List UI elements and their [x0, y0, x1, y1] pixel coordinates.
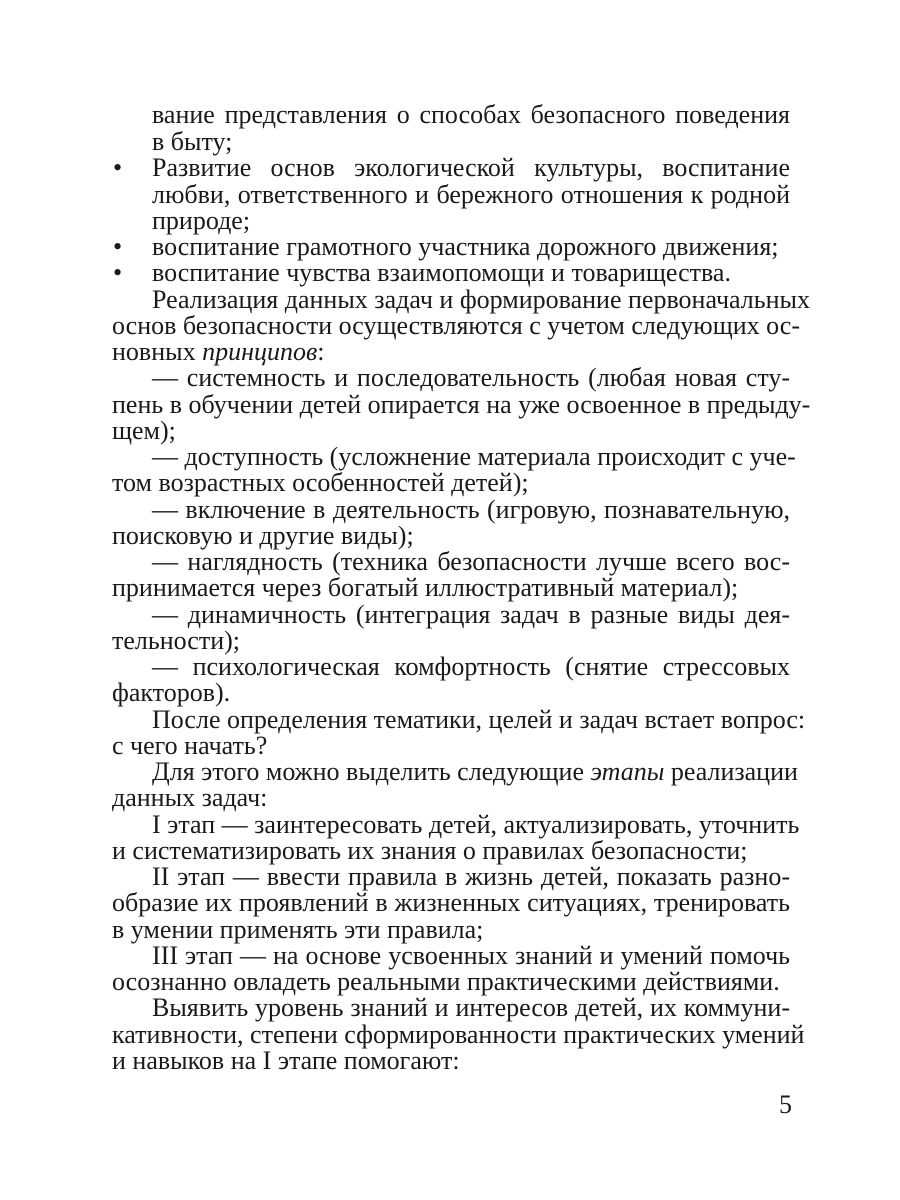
text-line: воспитание грамотного участника дорожного движения; — [152, 232, 779, 261]
text-line: вание представления о способах безопасного поведения — [152, 100, 790, 129]
text-line: Реализация данных задач и формирование первоначальных — [152, 285, 811, 314]
text-line: с чего начать? — [112, 731, 268, 760]
text-line: природе; — [152, 206, 251, 235]
text-line: поисковую и другие виды); — [112, 521, 414, 550]
text-line: I этап — заинтересовать детей, актуализировать, уточнить — [152, 810, 800, 839]
text-span: реализации — [664, 757, 798, 786]
text-line: После определения тематики, целей и задач встает вопрос: — [152, 705, 806, 734]
text-line: принимается через богатый иллюстративный материал); — [112, 573, 739, 602]
text-line: данных задач: — [112, 783, 268, 812]
text-line: — доступность (усложнение материала происходит с уче- — [152, 442, 796, 471]
emphasis-text: принципов — [202, 337, 318, 366]
text-line: — наглядность (техника безопасности лучше всего вос- — [152, 547, 790, 576]
text-line: основ безопасности осуществляются с учетом следующих ос- — [112, 311, 800, 340]
text-line: — включение в деятельность (игровую, познавательную, — [152, 495, 790, 524]
text-line: Развитие основ экологической культуры, воспитание — [152, 153, 790, 182]
text-line: том возрастных особенностей детей); — [112, 468, 529, 497]
emphasis-text: этапы — [590, 757, 665, 786]
list-bullet: • — [113, 258, 123, 287]
text-span: : — [317, 337, 325, 366]
text-line: III этап — на основе усвоенных знаний и умений помочь — [152, 941, 790, 970]
text-line: — динамичность (интеграция задач в разные виды дея- — [152, 600, 790, 629]
text-line: воспитание чувства взаимопомощи и товарищества. — [152, 258, 731, 287]
text-line: осознанно овладеть реальными практическими действиями. — [112, 967, 780, 996]
text-line: Выявить уровень знаний и интересов детей, их коммуни- — [152, 993, 790, 1022]
text-line: образие их проявлений в жизненных ситуациях, тренировать — [112, 888, 790, 917]
text-span: Для этого можно выделить следующие — [152, 757, 591, 786]
text-line: в быту; — [152, 127, 233, 156]
page-number: 5 — [779, 1090, 792, 1119]
text-line: II этап — ввести правила в жизнь детей, показать разно- — [152, 862, 790, 891]
text-line: пень в обучении детей опирается на уже освоенное в предыду- — [112, 390, 811, 419]
text-line: и систематизировать их знания о правилах безопасности; — [112, 836, 748, 865]
list-bullet: • — [113, 153, 123, 182]
text-line: в умении применять эти правила; — [112, 915, 484, 944]
text-line: — психологическая комфортность (снятие стрессовых — [152, 652, 790, 681]
text-line: и навыков на I этапе помогают: — [112, 1046, 460, 1075]
text-line: — системность и последовательность (любая новая сту- — [152, 363, 790, 392]
list-bullet: • — [113, 232, 123, 261]
text-line: тельности); — [112, 626, 240, 655]
text-line: факторов). — [112, 678, 231, 707]
text-line: любви, ответственного и бережного отношения к родной — [152, 180, 790, 209]
text-line: щем); — [112, 416, 176, 445]
text-span: новных — [112, 337, 203, 366]
text-line: кативности, степени сформированности практических умений — [112, 1020, 805, 1049]
